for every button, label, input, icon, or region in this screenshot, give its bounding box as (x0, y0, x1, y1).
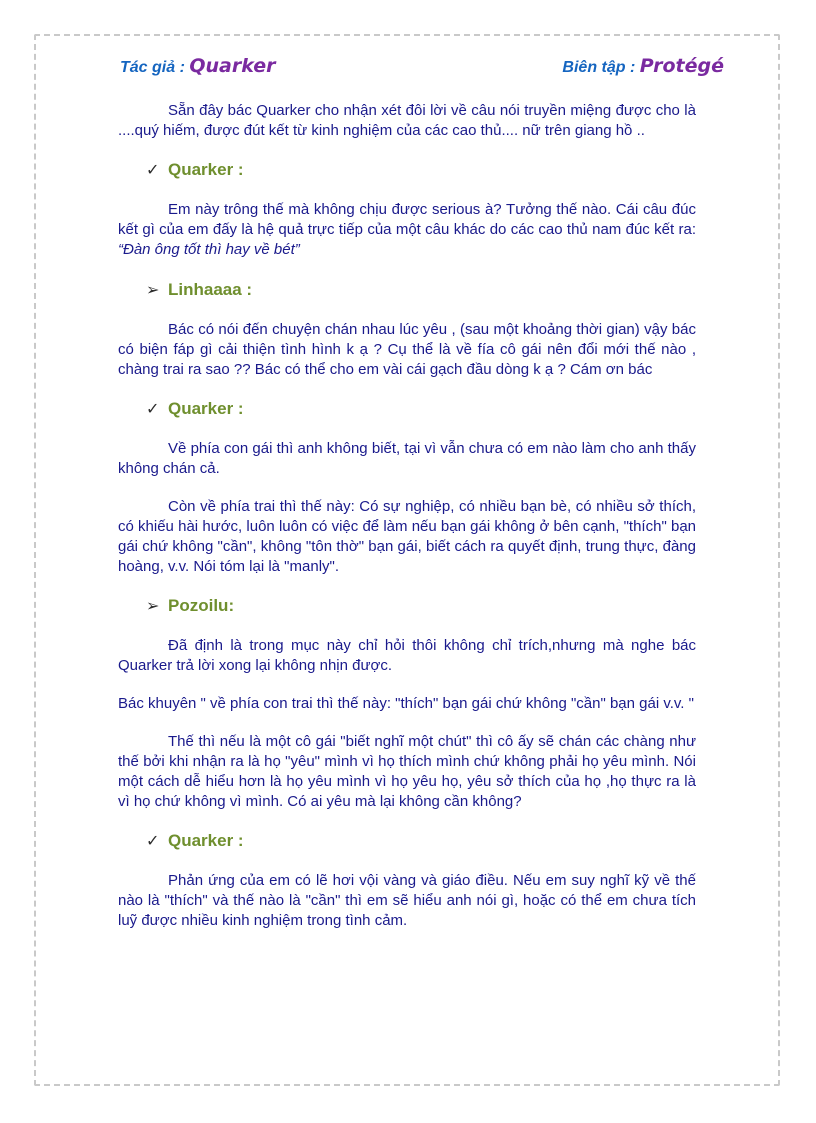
article-body (118, 101, 696, 931)
speaker-heading (118, 159, 696, 182)
question-paragraph: Đã định là trong mục này chỉ hỏi thôi không chỉ trích,nhưng mà nghe bác Quarker trả lời xong lại không nhịn được. (118, 637, 696, 674)
speaker-heading (118, 830, 696, 853)
answer-paragraph: Về phía con gái thì anh không biết, tại vì vẫn chưa có em nào làm cho anh thấy không chán cả. (118, 440, 696, 477)
speaker-name: Quarker : (168, 399, 244, 418)
speaker-heading (118, 595, 696, 618)
arrow-bullet-icon: ➢ (146, 282, 160, 299)
editor-label: Biên tập : (562, 59, 636, 76)
answer-paragraph: Em này trông thế mà không chịu được serious à? Tưởng thế nào. Cái câu đúc kết gì của em đấy là hệ quả trực tiếp của một câu khác do các cao thủ nam đúc kết ra: “Đàn ông tốt thì hay về bét” (118, 201, 696, 258)
checkmark-icon: ✓ (146, 833, 160, 850)
checkmark-icon: ✓ (146, 162, 160, 179)
answer-paragraph: Phản ứng của em có lẽ hơi vội vàng và giáo điều. Nếu em suy nghĩ kỹ về thế nào là "thích" và thế nào là "cần" thì em sẽ hiểu anh nói gì, hoặc có thể em chưa tích luỹ được nhiều kinh nghiệm trong tình cảm. (118, 872, 696, 929)
answer-paragraph: Còn về phía trai thì thế này: Có sự nghiệp, có nhiều bạn bè, có nhiều sở thích, có khiếu hài hước, luôn luôn có việc để làm nếu bạn gái không ở bên cạnh, "thích" bạn gái chứ không "cần", không "tôn thờ" bạn gái, biết cách ra quyết định, trung thực, đàng hoàng, v.v. Nói tóm lại là "manly". (118, 498, 696, 575)
editor-name: Protégé (639, 55, 724, 77)
intro-paragraph: Sẵn đây bác Quarker cho nhận xét đôi lời về câu nói truyền miệng được cho là ....quý hiếm, được đút kết từ kinh nghiệm của các cao thủ.... nữ trên giang hồ .. (118, 102, 696, 139)
speaker-name: Pozoilu: (168, 596, 235, 615)
page-header (120, 55, 724, 85)
speaker-name: Quarker : (168, 831, 244, 850)
arrow-bullet-icon: ➢ (146, 598, 160, 615)
checkmark-icon: ✓ (146, 401, 160, 418)
question-paragraph: Bác có nói đến chuyện chán nhau lúc yêu , (sau một khoảng thời gian) vậy bác có biện fáp gì cải thiện tình hình k ạ ? Cụ thể là về fía cô gái nên đổi mới thế nào , chàng trai ra sao ?? Bác có thể cho em vài cái gạch đầu dòng k ạ ? Cám ơn bác (118, 321, 696, 378)
question-paragraph: Thế thì nếu là một cô gái "biết nghĩ một chút" thì cô ấy sẽ chán các chàng như thế bởi khi nhận ra là họ "yêu" mình vì họ thích mình chứ không phải họ yêu mình. Nói một cách dễ hiểu hơn là họ yêu mình vì họ yêu họ, yêu sở thích của họ ,họ thực ra là vì họ chứ không vì mình. Có ai yêu mà lại không cần không? (118, 733, 696, 810)
speaker-heading (118, 398, 696, 421)
author-label: Tác giả : (120, 59, 185, 76)
author-credit (120, 55, 275, 77)
author-name: Quarker (189, 55, 276, 77)
speaker-heading (118, 279, 696, 302)
question-paragraph: Bác khuyên " về phía con trai thì thế này: "thích" bạn gái chứ không "cần" bạn gái v.v. " (118, 695, 694, 712)
editor-credit (562, 55, 724, 77)
speaker-name: Quarker : (168, 160, 244, 179)
quoted-saying: “Đàn ông tốt thì hay về bét” (118, 241, 300, 258)
speaker-name: Linhaaaa : (168, 280, 253, 299)
